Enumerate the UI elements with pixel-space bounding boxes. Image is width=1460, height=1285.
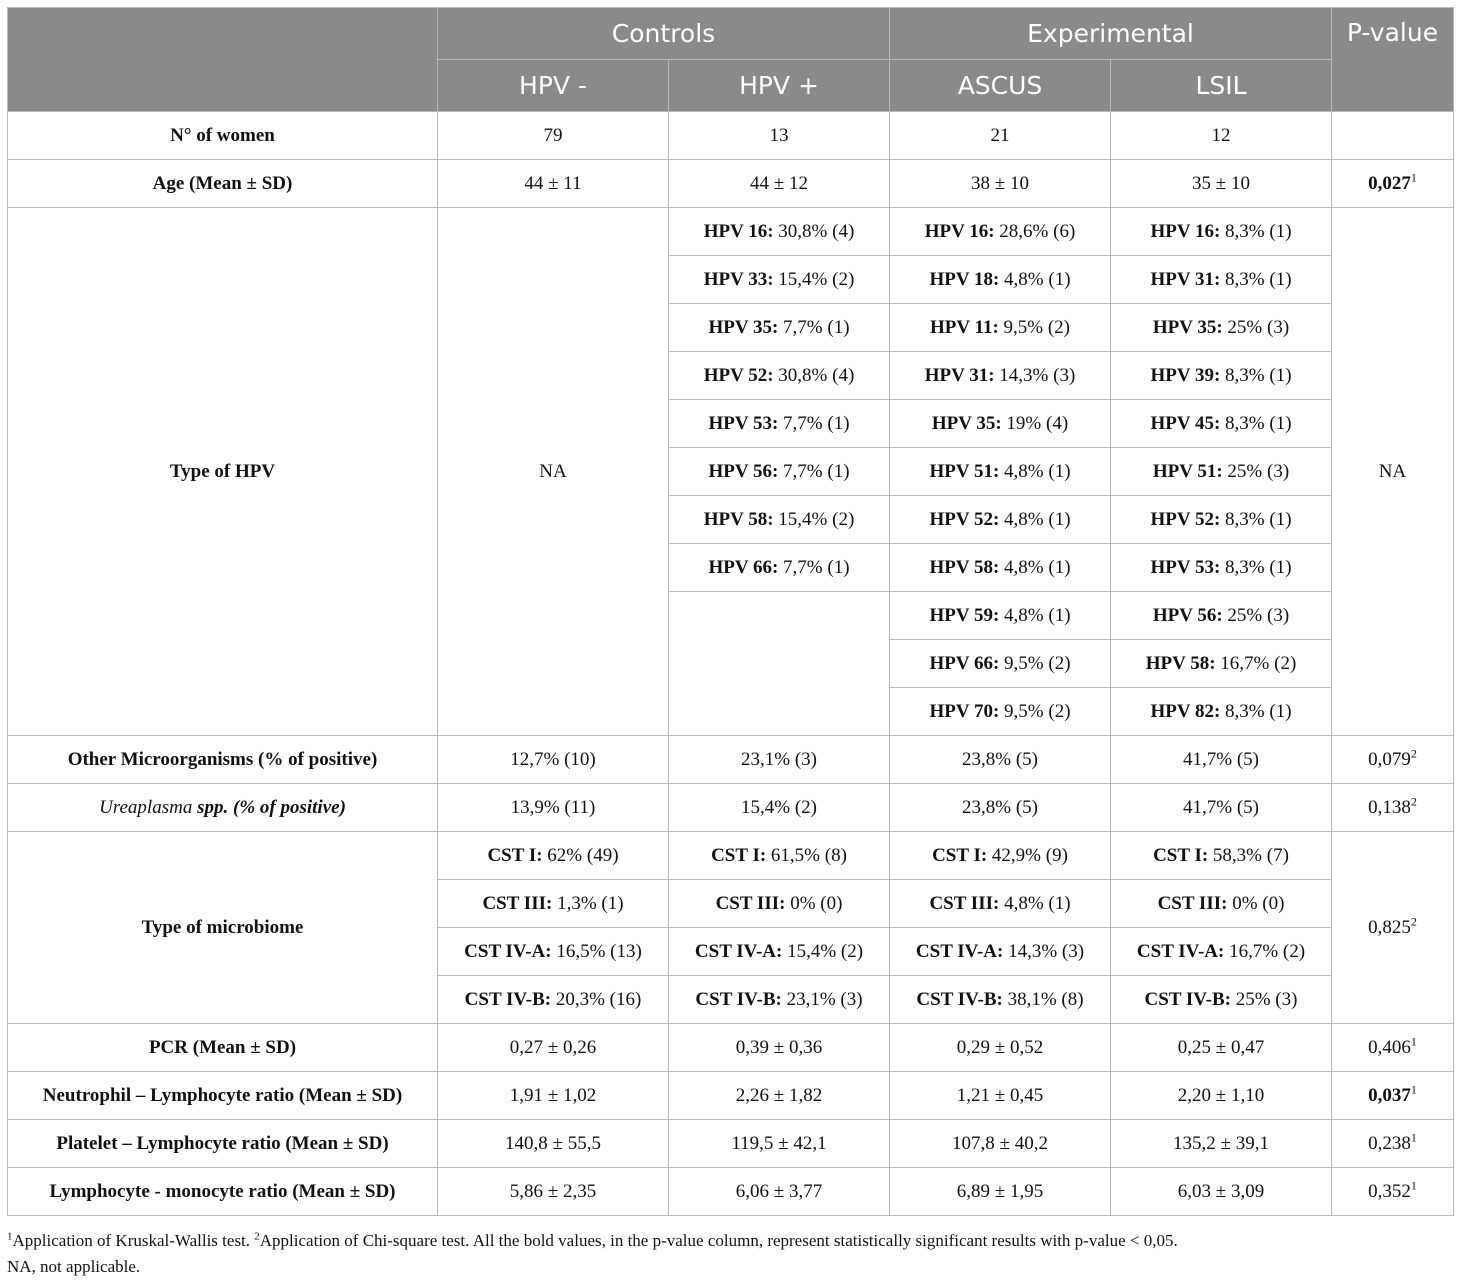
cell-lsil: [1111, 976, 1332, 1024]
hpv-type-value: 9,5% (2): [999, 700, 1071, 722]
pvalue-text: 0,079: [1368, 748, 1411, 770]
row-label: Neutrophil – Lymphocyte ratio (Mean ± SD): [8, 1072, 438, 1120]
cst-type-name: CST III:: [482, 892, 553, 914]
cell-hpv-pos: 119,5 ± 42,1: [669, 1120, 890, 1168]
cst-type-value: 25% (3): [1230, 988, 1298, 1010]
cell-lsil: [1111, 592, 1332, 640]
pvalue-footnote-mark: 1: [1410, 1130, 1417, 1145]
hpv-type-name: HPV 11:: [929, 316, 999, 338]
cell-ascus: [890, 832, 1111, 880]
hpv-type-value: 25% (3): [1222, 316, 1290, 338]
footnote-tests: [7, 1231, 1447, 1251]
cell-hpv-neg: 0,27 ± 0,26: [438, 1024, 669, 1072]
cell-hpv-pos: [669, 832, 890, 880]
cst-type-name: CST IV-A:: [694, 940, 783, 962]
footnote-text-1: Application of Kruskal-Wallis test.: [12, 1231, 255, 1250]
row-label-rest: spp. (% of positive): [192, 796, 346, 818]
hpv-type-name: HPV 58:: [929, 556, 1000, 578]
cell-ascus: 6,89 ± 1,95: [890, 1168, 1111, 1216]
hpv-type-name: HPV 58:: [1145, 652, 1216, 674]
cell-lsil: [1111, 832, 1332, 880]
cell-lsil: 135,2 ± 39,1: [1111, 1120, 1332, 1168]
row-age: [8, 160, 1454, 208]
footnote-text-2: Application of Chi-square test. All the bold values, in the p-value column, represent statistically significant results with p-value < 0,05.: [259, 1231, 1178, 1250]
cst-type-name: CST III:: [929, 892, 1000, 914]
pvalue-text: 0,037: [1368, 1084, 1411, 1106]
cst-type-name: CST I:: [932, 844, 988, 866]
cell-ascus: [890, 544, 1111, 592]
pvalue-text: 0,825: [1368, 916, 1411, 938]
hpv-type-name: HPV 51:: [1152, 460, 1223, 482]
cell-ascus: [890, 352, 1111, 400]
cell-hpv-neg: 13,9% (11): [438, 784, 669, 832]
hpv-type-name: HPV 45:: [1150, 412, 1221, 434]
hpv-type-name: HPV 52:: [929, 508, 1000, 530]
row-label: N° of women: [8, 112, 438, 160]
hpv-type-name: HPV 56:: [708, 460, 779, 482]
cell-ascus: [890, 880, 1111, 928]
hpv-type-value: 30,8% (4): [773, 364, 855, 386]
cell-lsil: [1111, 496, 1332, 544]
cell-lsil: 2,20 ± 1,10: [1111, 1072, 1332, 1120]
hpv-type-value: 9,5% (2): [998, 316, 1071, 338]
hpv-type-value: 4,8% (1): [999, 508, 1071, 530]
hpv-type-value: 8,3% (1): [1220, 556, 1292, 578]
hpv-type-value: 7,7% (1): [778, 556, 850, 578]
cell-lsil: [1111, 688, 1332, 736]
hpv-type-value: 4,8% (1): [999, 268, 1071, 290]
cell-ascus: [890, 256, 1111, 304]
cst-type-name: CST IV-A:: [1136, 940, 1225, 962]
microbiome-row: [8, 832, 1454, 880]
hpv-type-value: 8,3% (1): [1220, 220, 1292, 242]
cst-type-name: CST III:: [1157, 892, 1228, 914]
header-hpv-pos: HPV +: [669, 60, 890, 112]
row-label: Age (Mean ± SD): [8, 160, 438, 208]
pvalue-footnote-mark: 1: [1410, 170, 1417, 185]
row-nlr: [8, 1072, 1454, 1120]
cell-hpv-pos: [669, 976, 890, 1024]
hpv-type-value: 16,7% (2): [1215, 652, 1297, 674]
cell-lsil: [1111, 352, 1332, 400]
cell-hpv-pos: 23,1% (3): [669, 736, 890, 784]
cst-type-value: 42,9% (9): [987, 844, 1068, 866]
cell-hpv-neg: [438, 880, 669, 928]
cell-lsil: [1111, 928, 1332, 976]
row-other-microorganisms: [8, 736, 1454, 784]
cell-pvalue: [1332, 112, 1454, 160]
hpv-type-name: HPV 53:: [1150, 556, 1221, 578]
cst-type-value: 15,4% (2): [782, 940, 864, 962]
hpv-type-value: 4,8% (1): [999, 556, 1071, 578]
hpv-type-name: HPV 33:: [703, 268, 774, 290]
ratio-rows: [8, 1024, 1454, 1216]
hpv-type-name: HPV 53:: [708, 412, 779, 434]
pvalue-footnote-mark: 2: [1410, 746, 1417, 761]
header-ascus: ASCUS: [890, 60, 1111, 112]
cst-type-value: 4,8% (1): [999, 892, 1071, 914]
row-ureaplasma: [8, 784, 1454, 832]
cst-type-name: CST I:: [711, 844, 767, 866]
cell-hpv-pos: [669, 352, 890, 400]
hpv-type-value: 14,3% (3): [994, 364, 1076, 386]
hpv-type-value: 8,3% (1): [1220, 700, 1292, 722]
cst-type-value: 1,3% (1): [552, 892, 624, 914]
cell-hpv-pos: 6,06 ± 3,77: [669, 1168, 890, 1216]
cell-hpv-neg: 5,86 ± 2,35: [438, 1168, 669, 1216]
hpv-type-value: 28,6% (6): [994, 220, 1076, 242]
cst-type-name: CST I:: [487, 844, 543, 866]
row-label-genus: Ureaplasma: [99, 796, 193, 818]
cell-hpv-pos: [669, 928, 890, 976]
row-label: PCR (Mean ± SD): [8, 1024, 438, 1072]
cell-hpv-neg: [438, 832, 669, 880]
cell-ascus: 21: [890, 112, 1111, 160]
hpv-type-row: [8, 208, 1454, 256]
cell-hpv-pos: 13: [669, 112, 890, 160]
cst-type-value: 16,5% (13): [551, 940, 642, 962]
row-lmr: [8, 1168, 1454, 1216]
hpv-type-name: HPV 35:: [931, 412, 1002, 434]
cst-type-value: 0% (0): [1227, 892, 1285, 914]
cell-ascus: 23,8% (5): [890, 784, 1111, 832]
footnote-mark-2: 2: [254, 1230, 260, 1243]
cell-lsil: 41,7% (5): [1111, 784, 1332, 832]
pvalue-text: 0,352: [1368, 1180, 1411, 1202]
cell-hpv-pos: [669, 400, 890, 448]
footnote-na: NA, not applicable.: [7, 1257, 141, 1276]
cell-pvalue: [1332, 1168, 1454, 1216]
microbiome-section: [8, 832, 1454, 1024]
hpv-type-value: 30,8% (4): [773, 220, 855, 242]
cst-type-value: 16,7% (2): [1224, 940, 1306, 962]
cst-type-name: CST IV-A:: [464, 940, 552, 962]
cell-hpv-pos: [669, 304, 890, 352]
cst-type-value: 61,5% (8): [766, 844, 847, 866]
header-hpv-neg: HPV -: [438, 60, 669, 112]
cell-ascus: 107,8 ± 40,2: [890, 1120, 1111, 1168]
cell-ascus: [890, 976, 1111, 1024]
hpv-type-name: HPV 18:: [929, 268, 1000, 290]
cell-ascus: 23,8% (5): [890, 736, 1111, 784]
cell-lsil: [1111, 448, 1332, 496]
hpv-type-name: HPV 39:: [1150, 364, 1221, 386]
pvalue-text: 0,138: [1368, 796, 1411, 818]
cst-type-name: CST IV-B:: [464, 988, 552, 1010]
pvalue-footnote-mark: 1: [1410, 1034, 1417, 1049]
cell-hpv-pos: [669, 256, 890, 304]
hpv-type-value: 7,7% (1): [778, 412, 850, 434]
cell-hpv-pos: 2,26 ± 1,82: [669, 1072, 890, 1120]
hpv-type-value: 8,3% (1): [1220, 268, 1292, 290]
cell-ascus: [890, 640, 1111, 688]
remaining-rows: [8, 736, 1454, 832]
cell-hpv-pos: [669, 544, 890, 592]
pvalue-footnote-mark: 2: [1410, 794, 1417, 809]
row-label: Platelet – Lymphocyte ratio (Mean ± SD): [8, 1120, 438, 1168]
cell-hpv-neg: 140,8 ± 55,5: [438, 1120, 669, 1168]
cell-hpv-neg: [438, 928, 669, 976]
cell-hpv-pos: [669, 880, 890, 928]
cell-lsil: [1111, 208, 1332, 256]
header-blank: [8, 8, 438, 112]
cst-type-name: CST IV-B:: [695, 988, 782, 1010]
cell-ascus: 1,21 ± 0,45: [890, 1072, 1111, 1120]
cell-hpv-neg: [438, 976, 669, 1024]
cell-hpv-pos: [669, 496, 890, 544]
hpv-type-section: [8, 208, 1454, 736]
hpv-type-name: HPV 52:: [703, 364, 774, 386]
cell-pvalue: [1332, 1120, 1454, 1168]
header-pvalue: P-value: [1332, 8, 1454, 112]
row-label: Lymphocyte - monocyte ratio (Mean ± SD): [8, 1168, 438, 1216]
hpv-type-name: HPV 58:: [703, 508, 774, 530]
results-table: [7, 7, 1454, 1216]
cell-ascus: [890, 496, 1111, 544]
cell-ascus: 38 ± 10: [890, 160, 1111, 208]
cell-pvalue: [1332, 1024, 1454, 1072]
hpv-type-value: 15,4% (2): [773, 508, 855, 530]
hpv-type-name: HPV 31:: [924, 364, 995, 386]
hpv-type-name: HPV 51:: [929, 460, 1000, 482]
cell-lsil: 6,03 ± 3,09: [1111, 1168, 1332, 1216]
cell-lsil: 35 ± 10: [1111, 160, 1332, 208]
pvalue-text: 0,238: [1368, 1132, 1411, 1154]
cell-lsil: [1111, 400, 1332, 448]
hpv-type-name: HPV 70:: [929, 700, 1000, 722]
hpv-type-value: 15,4% (2): [773, 268, 855, 290]
cell-ascus: [890, 688, 1111, 736]
cell-lsil: [1111, 544, 1332, 592]
row-pcr: [8, 1024, 1454, 1072]
cell-ascus: [890, 208, 1111, 256]
row-label: Type of HPV: [8, 208, 438, 736]
cell-hpv-neg: 44 ± 11: [438, 160, 669, 208]
pvalue-footnote-mark: 1: [1410, 1082, 1417, 1097]
cst-type-value: 20,3% (16): [551, 988, 642, 1010]
row-label: [8, 784, 438, 832]
header-lsil: LSIL: [1111, 60, 1332, 112]
cell-ascus: [890, 304, 1111, 352]
cell-lsil: 0,25 ± 0,47: [1111, 1024, 1332, 1072]
hpv-type-name: HPV 35:: [1152, 316, 1223, 338]
hpv-type-name: HPV 52:: [1150, 508, 1221, 530]
cst-type-value: 0% (0): [785, 892, 843, 914]
hpv-type-name: HPV 66:: [708, 556, 779, 578]
hpv-type-value: 8,3% (1): [1220, 364, 1292, 386]
cst-type-name: CST III:: [715, 892, 786, 914]
cst-type-value: 38,1% (8): [1002, 988, 1084, 1010]
hpv-type-name: HPV 82:: [1150, 700, 1221, 722]
cell-lsil: [1111, 256, 1332, 304]
hpv-type-value: 25% (3): [1222, 604, 1290, 626]
hpv-type-value: 19% (4): [1001, 412, 1069, 434]
cell-lsil: [1111, 640, 1332, 688]
cell-hpv-neg: 12,7% (10): [438, 736, 669, 784]
table-body: [8, 112, 1454, 208]
cst-type-value: 58,3% (7): [1208, 844, 1289, 866]
pvalue-text: 0,406: [1368, 1036, 1411, 1058]
cell-hpv-pos: 15,4% (2): [669, 784, 890, 832]
pvalue-text: 0,027: [1368, 172, 1411, 194]
cell-pvalue: [1332, 832, 1454, 1024]
cell-hpv-neg: NA: [438, 208, 669, 736]
hpv-type-value: 8,3% (1): [1220, 508, 1292, 530]
hpv-type-value: 25% (3): [1222, 460, 1290, 482]
cst-type-name: CST IV-B:: [1144, 988, 1231, 1010]
hpv-type-name: HPV 56:: [1152, 604, 1223, 626]
hpv-type-name: HPV 31:: [1150, 268, 1221, 290]
hpv-type-value: 7,7% (1): [778, 316, 850, 338]
hpv-type-value: 4,8% (1): [999, 604, 1071, 626]
footnote-mark-1: 1: [7, 1230, 13, 1243]
cst-type-value: 14,3% (3): [1003, 940, 1085, 962]
cst-type-name: CST I:: [1153, 844, 1209, 866]
cell-hpv-pos-empty: [669, 592, 890, 736]
cell-pvalue: [1332, 736, 1454, 784]
cell-hpv-pos: [669, 448, 890, 496]
cst-type-name: CST IV-A:: [915, 940, 1004, 962]
cell-lsil: 41,7% (5): [1111, 736, 1332, 784]
pvalue-footnote-mark: 1: [1410, 1178, 1417, 1193]
cell-hpv-pos: 44 ± 12: [669, 160, 890, 208]
row-label: Other Microorganisms (% of positive): [8, 736, 438, 784]
cst-type-name: CST IV-B:: [916, 988, 1003, 1010]
hpv-type-name: HPV 16:: [703, 220, 774, 242]
cell-ascus: [890, 928, 1111, 976]
hpv-type-value: 9,5% (2): [999, 652, 1071, 674]
cell-ascus: 0,29 ± 0,52: [890, 1024, 1111, 1072]
hpv-type-value: 4,8% (1): [999, 460, 1071, 482]
cell-ascus: [890, 592, 1111, 640]
row-label: Type of microbiome: [8, 832, 438, 1024]
cell-ascus: [890, 448, 1111, 496]
hpv-type-name: HPV 16:: [924, 220, 995, 242]
pvalue-footnote-mark: 2: [1410, 914, 1417, 929]
hpv-type-name: HPV 66:: [929, 652, 1000, 674]
cst-type-value: 62% (49): [542, 844, 619, 866]
table-header: [8, 8, 1454, 112]
hpv-type-value: 7,7% (1): [778, 460, 850, 482]
cell-pvalue: NA: [1332, 208, 1454, 736]
header-controls: Controls: [438, 8, 890, 60]
hpv-type-value: 8,3% (1): [1220, 412, 1292, 434]
hpv-type-name: HPV 35:: [708, 316, 779, 338]
cell-pvalue: [1332, 1072, 1454, 1120]
hpv-type-name: HPV 59:: [929, 604, 1000, 626]
row-women: [8, 112, 1454, 160]
cell-pvalue: [1332, 784, 1454, 832]
cell-hpv-pos: [669, 208, 890, 256]
cst-type-value: 23,1% (3): [781, 988, 863, 1010]
hpv-type-name: HPV 16:: [1150, 220, 1221, 242]
cell-lsil: [1111, 880, 1332, 928]
cell-hpv-neg: 79: [438, 112, 669, 160]
cell-hpv-pos: 0,39 ± 0,36: [669, 1024, 890, 1072]
cell-lsil: [1111, 304, 1332, 352]
cell-lsil: 12: [1111, 112, 1332, 160]
row-plr: [8, 1120, 1454, 1168]
cell-ascus: [890, 400, 1111, 448]
cell-hpv-neg: 1,91 ± 1,02: [438, 1072, 669, 1120]
cell-pvalue: [1332, 160, 1454, 208]
header-experimental: Experimental: [890, 8, 1332, 60]
